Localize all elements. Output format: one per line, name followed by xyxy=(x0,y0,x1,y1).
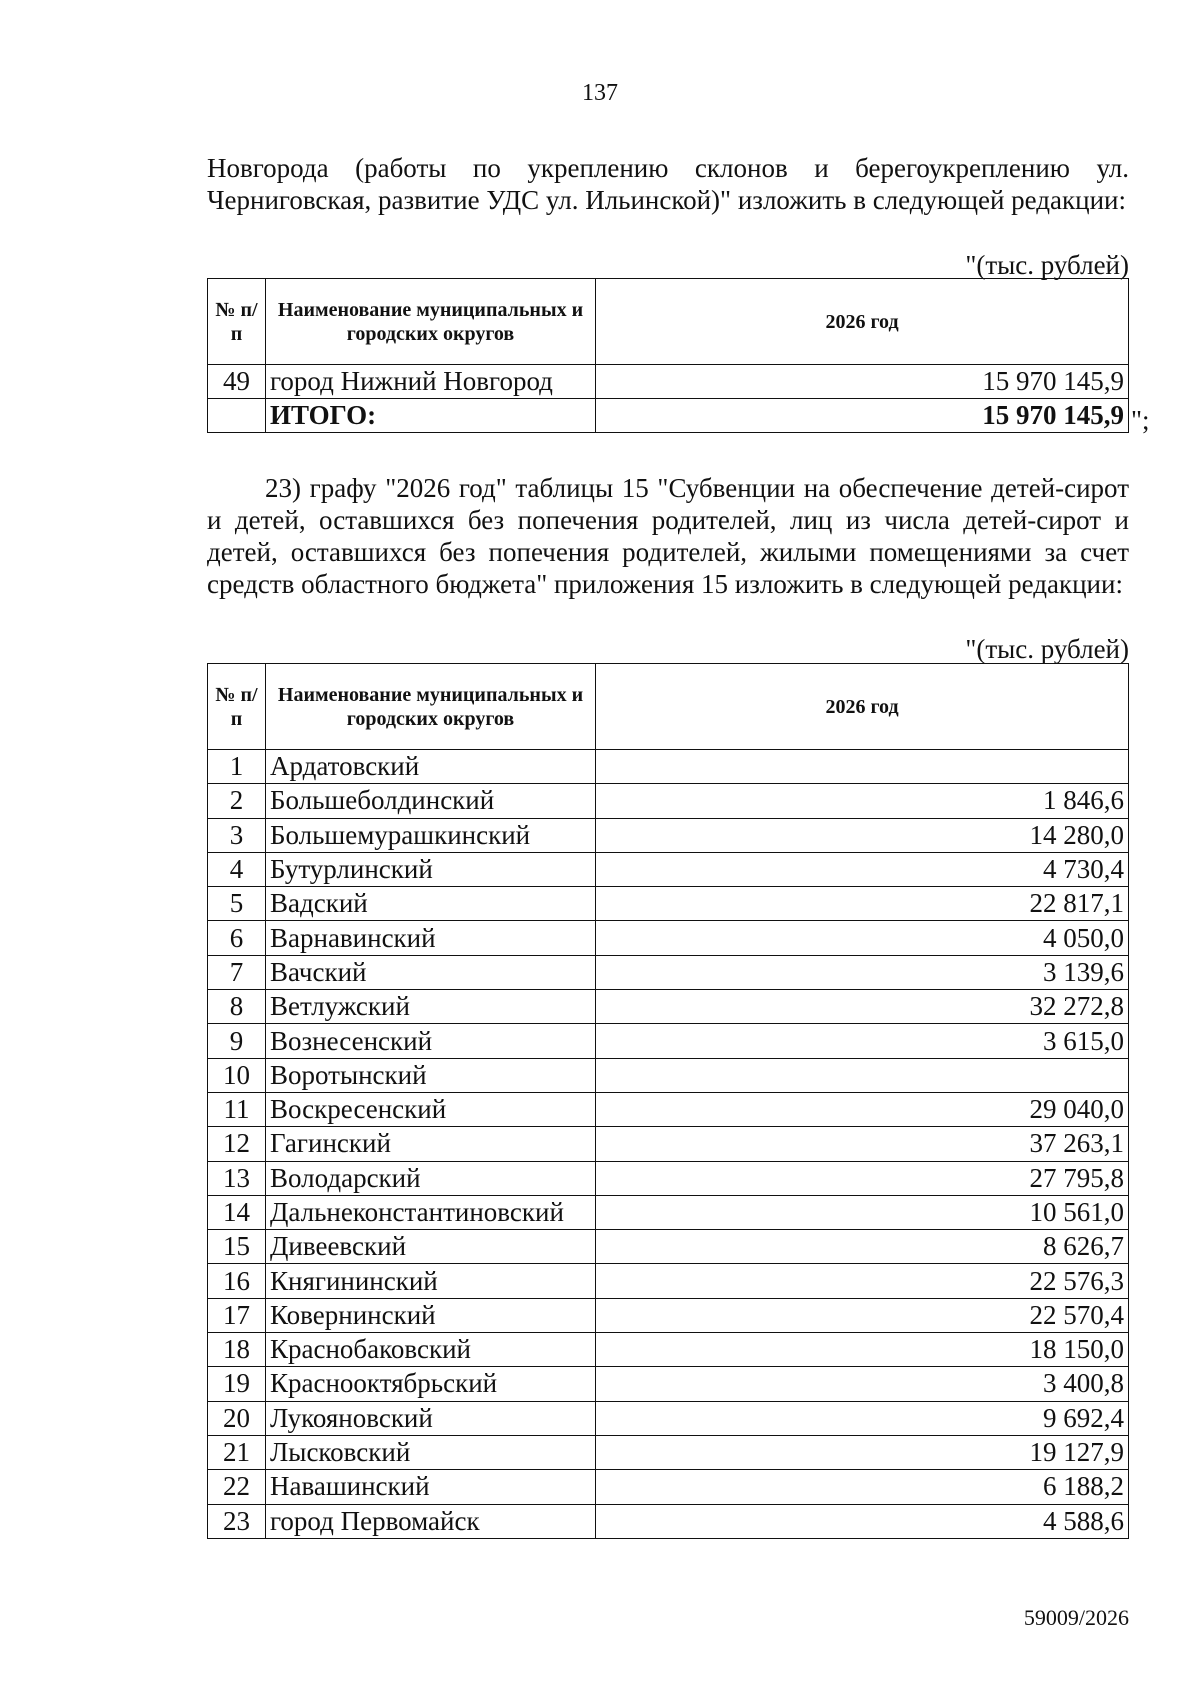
row-name: Большеболдинский xyxy=(266,784,596,818)
row-name: Вознесенский xyxy=(266,1024,596,1058)
row-name: город Первомайск xyxy=(266,1504,596,1538)
row-name: Вадский xyxy=(266,887,596,921)
document-code: 59009/2026 xyxy=(1023,1605,1129,1630)
table1-closing-quote: "; xyxy=(1131,405,1150,435)
row-value: 32 272,8 xyxy=(596,990,1129,1024)
row-value: 3 615,0 xyxy=(596,1024,1129,1058)
total-label: ИТОГО: xyxy=(266,399,596,433)
row-value: 4 588,6 xyxy=(596,1504,1129,1538)
table-row xyxy=(208,1401,1129,1435)
row-name: Большемурашкинский xyxy=(266,818,596,852)
row-num: 49 xyxy=(208,365,266,399)
row-num: 23 xyxy=(208,1504,266,1538)
header-year: 2026 год xyxy=(596,279,1129,365)
row-name: Ардатовский xyxy=(266,750,596,784)
row-name: Краснооктябрьский xyxy=(266,1367,596,1401)
table-row xyxy=(208,921,1129,955)
row-num: 19 xyxy=(208,1367,266,1401)
table-row xyxy=(208,1024,1129,1058)
row-value: 9 692,4 xyxy=(596,1401,1129,1435)
row-value: 19 127,9 xyxy=(596,1435,1129,1469)
table-row xyxy=(208,750,1129,784)
row-value: 4 050,0 xyxy=(596,921,1129,955)
table-row xyxy=(208,1127,1129,1161)
page-number: 137 xyxy=(582,80,618,106)
row-name: Навашинский xyxy=(266,1470,596,1504)
table-row xyxy=(208,1367,1129,1401)
row-value: 4 730,4 xyxy=(596,852,1129,886)
row-num: 14 xyxy=(208,1195,266,1229)
table-row xyxy=(208,1058,1129,1092)
total-num-empty xyxy=(208,399,266,433)
table-nizhny-novgorod xyxy=(207,278,1129,433)
row-name: Ковернинский xyxy=(266,1298,596,1332)
row-num: 15 xyxy=(208,1230,266,1264)
table-row xyxy=(208,365,1129,399)
row-num: 20 xyxy=(208,1401,266,1435)
row-num: 2 xyxy=(208,784,266,818)
row-value: 10 561,0 xyxy=(596,1195,1129,1229)
header-name: Наименование муниципальных и городских округов xyxy=(266,664,596,750)
table-row xyxy=(208,818,1129,852)
table-row xyxy=(208,1333,1129,1367)
row-value: 3 139,6 xyxy=(596,955,1129,989)
row-name: Воскресенский xyxy=(266,1092,596,1126)
row-name: Лысковский xyxy=(266,1435,596,1469)
row-name: Лукояновский xyxy=(266,1401,596,1435)
table-row xyxy=(208,1298,1129,1332)
header-name: Наименование муниципальных и городских округов xyxy=(266,279,596,365)
table-header-row xyxy=(208,664,1129,750)
row-num: 8 xyxy=(208,990,266,1024)
row-name: Дальнеконстантиновский xyxy=(266,1195,596,1229)
row-num: 6 xyxy=(208,921,266,955)
table-row xyxy=(208,1435,1129,1469)
table2-units: "(тыс. рублей) xyxy=(965,634,1129,664)
table-subventions xyxy=(207,663,1129,1539)
row-value: 22 570,4 xyxy=(596,1298,1129,1332)
table-row xyxy=(208,1161,1129,1195)
row-value: 8 626,7 xyxy=(596,1230,1129,1264)
row-value: 3 400,8 xyxy=(596,1367,1129,1401)
row-value: 1 846,6 xyxy=(596,784,1129,818)
table-row xyxy=(208,887,1129,921)
row-num: 18 xyxy=(208,1333,266,1367)
row-num: 16 xyxy=(208,1264,266,1298)
header-year: 2026 год xyxy=(596,664,1129,750)
row-num: 7 xyxy=(208,955,266,989)
row-value: 18 150,0 xyxy=(596,1333,1129,1367)
row-num: 12 xyxy=(208,1127,266,1161)
row-value: 27 795,8 xyxy=(596,1161,1129,1195)
row-name: Ветлужский xyxy=(266,990,596,1024)
row-name: город Нижний Новгород xyxy=(266,365,596,399)
table-row xyxy=(208,1504,1129,1538)
row-num: 22 xyxy=(208,1470,266,1504)
row-num: 9 xyxy=(208,1024,266,1058)
row-num: 1 xyxy=(208,750,266,784)
paragraph-intro: Новгорода (работы по укреплению склонов и берегоукреплению ул. Черниговская, развитие УДС ул. Ильинской)" изложить в следующей редакции: xyxy=(207,153,1129,215)
row-value: 22 817,1 xyxy=(596,887,1129,921)
table-row xyxy=(208,1230,1129,1264)
table-row xyxy=(208,852,1129,886)
table-row xyxy=(208,1092,1129,1126)
row-name: Дивеевский xyxy=(266,1230,596,1264)
row-num: 13 xyxy=(208,1161,266,1195)
table-row xyxy=(208,955,1129,989)
table-row xyxy=(208,990,1129,1024)
row-name: Бутурлинский xyxy=(266,852,596,886)
row-name: Гагинский xyxy=(266,1127,596,1161)
row-value xyxy=(596,750,1129,784)
row-num: 10 xyxy=(208,1058,266,1092)
row-num: 5 xyxy=(208,887,266,921)
row-value xyxy=(596,1058,1129,1092)
row-value: 37 263,1 xyxy=(596,1127,1129,1161)
row-num: 17 xyxy=(208,1298,266,1332)
row-name: Воротынский xyxy=(266,1058,596,1092)
row-name: Княгининский xyxy=(266,1264,596,1298)
row-num: 4 xyxy=(208,852,266,886)
table-header-row xyxy=(208,279,1129,365)
row-num: 3 xyxy=(208,818,266,852)
row-value: 14 280,0 xyxy=(596,818,1129,852)
paragraph-item-23: 23) графу "2026 год" таблицы 15 "Субвенции на обеспечение детей-сирот и детей, оставшихся без попечения родителей, лиц из числа детей-сирот и детей, оставшихся без попечения родителей, жилыми помещениями за счет средств областного бюджета" приложения 15 изложить в следующей редакции: xyxy=(207,473,1129,599)
row-value: 6 188,2 xyxy=(596,1470,1129,1504)
row-num: 21 xyxy=(208,1435,266,1469)
row-value: 29 040,0 xyxy=(596,1092,1129,1126)
header-num: № п/п xyxy=(208,279,266,365)
row-name: Володарский xyxy=(266,1161,596,1195)
table-row xyxy=(208,1470,1129,1504)
row-name: Краснобаковский xyxy=(266,1333,596,1367)
table1-units: "(тыс. рублей) xyxy=(965,250,1129,280)
row-num: 11 xyxy=(208,1092,266,1126)
table-row xyxy=(208,1195,1129,1229)
row-value: 22 576,3 xyxy=(596,1264,1129,1298)
row-value: 15 970 145,9 xyxy=(596,365,1129,399)
row-name: Варнавинский xyxy=(266,921,596,955)
table-row xyxy=(208,784,1129,818)
row-name: Вачский xyxy=(266,955,596,989)
table-row xyxy=(208,1264,1129,1298)
total-value: 15 970 145,9 xyxy=(596,399,1129,433)
total-row xyxy=(208,399,1129,433)
header-num: № п/п xyxy=(208,664,266,750)
